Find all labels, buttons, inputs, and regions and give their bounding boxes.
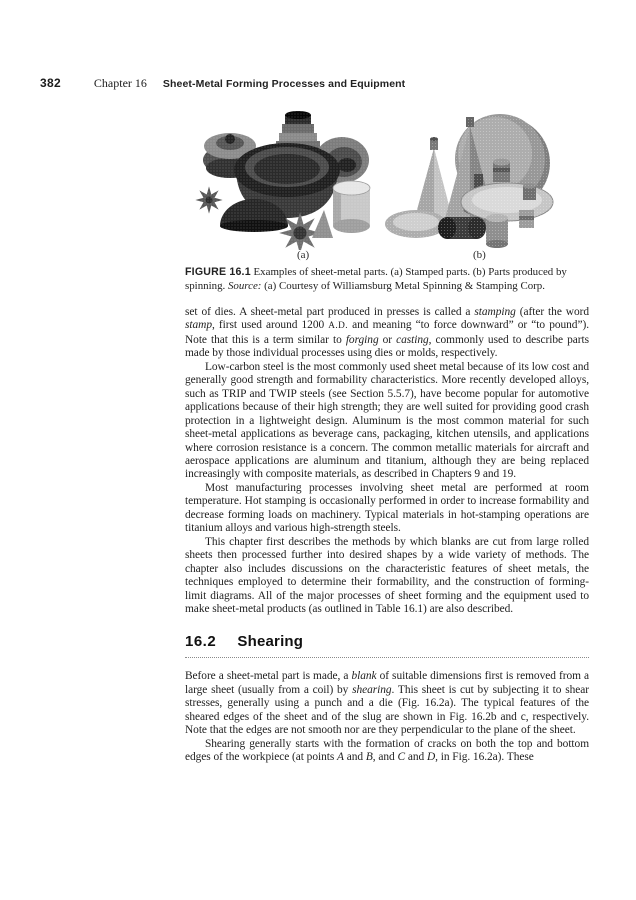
caption-tag: FIGURE 16.1 <box>185 266 251 278</box>
chapter-title: Sheet-Metal Forming Processes and Equipment <box>162 78 406 90</box>
figure-caption <box>185 266 579 293</box>
paragraph: Shearing generally starts with the formation of cracks on both the top and bottom edges of the workpiece (at points A and B, and C and D, in Fig. 16.2a). These <box>185 737 589 764</box>
photo-spun-parts <box>383 112 555 248</box>
section-title: Shearing <box>237 633 304 651</box>
paragraph: Most manufacturing processes involving sheet metal are performed at room temperature. Hot stamping is occasionally performed in order to increase formability and decrease forming loads on machinery. Typical materials in hot-stamping operations are titanium alloys and various high-strength steels. <box>185 481 589 535</box>
paragraph: Before a sheet-metal part is made, a blank of suitable dimensions first is removed from a large sheet (usually from a coil) by shearing. This sheet is cut by subjecting it to shear stresses, generally using a punch and a die (Fig. 16.2a). The typical features of the sheared edges of the sheet and of the slug are shown in Fig. 16.2b and c, respectively. Note that the edges are not smooth nor are they perpendicular to the plane of the sheet. <box>185 670 589 737</box>
text-column <box>185 306 589 765</box>
paragraph: set of dies. A sheet-metal part produced in presses is called a stamping (after the word stamp, first used around 1200 A.D. and meaning “to force downward” or “to pound”). Note that this is a term similar to forging or casting, commonly used to describe parts made by those individual processes using dies or molds, respectively. <box>185 306 590 360</box>
page-number: 382 <box>40 76 61 90</box>
paragraph: This chapter first describes the methods by which blanks are cut from large rolled sheets then processed further into desired shapes by a wide variety of methods. The chapter also includes discussions on the characteristic features of sheet metals, the techniques employed to determine their formability, and the construction of forming-limit diagrams. All of the major processes of sheet forming and the equipment used to make sheet-metal products (as outlined in Table 16.1) are also described. <box>185 535 589 615</box>
page-header <box>40 76 405 91</box>
source-text: (a) Courtesy of Williamsburg Metal Spinning & Stamping Corp. <box>264 279 545 292</box>
caption-text: Examples of sheet-metal parts. (a) Stamped parts. (b) Parts produced by spinning. <box>185 266 567 292</box>
paragraph: Low-carbon steel is the most commonly used sheet metal because of its low cost and generally good strength and formability characteristics. More recently developed alloys, such as TRIP and TWIP steels (see Section 5.5.7), have become popular for automotive applications because of their high strength; they are well suited for providing good crash protection in a lightweight design. Aluminum is the most common material for such sheet-metal applications as beverage cans, packaging, kitchen utensils, and applications where corrosion resistance is a concern. The common metallic materials for aircraft and aerospace applications are aluminum and titanium, although they are being replaced increasingly with composite materials, as described in Chapters 9 and 19. <box>185 360 589 481</box>
intro-paragraphs <box>185 306 589 616</box>
chapter-label: Chapter 16 <box>93 76 147 90</box>
section-heading <box>185 633 589 658</box>
section-paragraphs <box>185 670 589 764</box>
photo-stamped-parts <box>192 110 375 250</box>
section-number: 16.2 <box>185 633 217 651</box>
source-label: Source: <box>227 279 262 292</box>
panel-b-label: (b) <box>473 249 486 261</box>
panel-a-label: (a) <box>297 249 310 261</box>
